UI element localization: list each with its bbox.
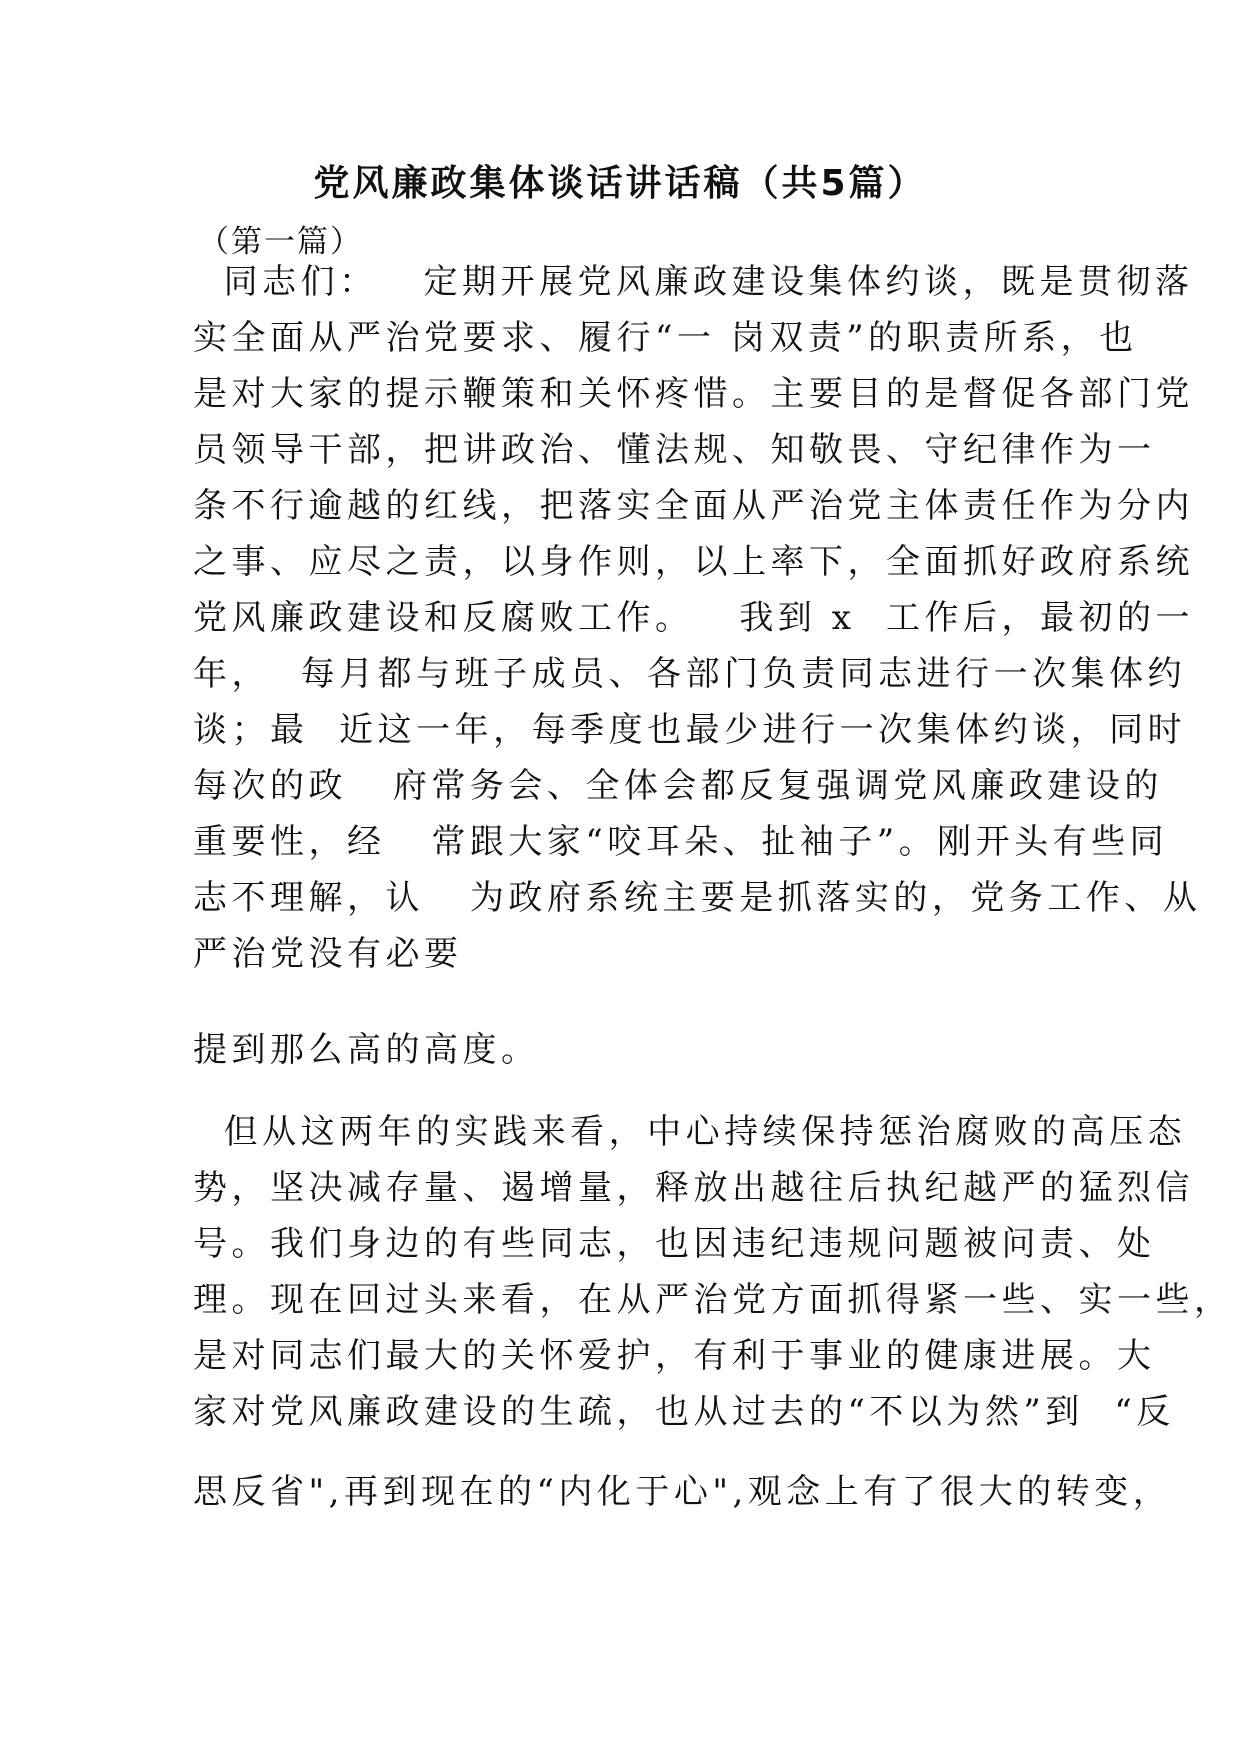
paragraph-line: 但从这两年的实践来看，中心持续保持惩治腐败的高压态 bbox=[193, 1112, 1187, 1152]
paragraph-2 bbox=[193, 1022, 1063, 1078]
paragraph-line: 是对同志们最大的关怀爱护，有利于事业的健康进展。大 bbox=[193, 1336, 1156, 1376]
paragraph-line: 思反省",再到现在的“内化于心",观念上有了很大的转变， bbox=[193, 1472, 1172, 1512]
paragraph-line: 员领导干部，把讲政治、懂法规、知敬畏、守纪律作为一 bbox=[193, 430, 1156, 470]
paragraph-line: 条不行逾越的红线，把落实全面从严治党主体责任作为分内 bbox=[193, 486, 1194, 526]
paragraph-line: 谈；最 近这一年，每季度也最少进行一次集体约谈，同时 bbox=[193, 710, 1187, 750]
section-label: （第一篇） bbox=[198, 224, 363, 260]
paragraph-line: 党风廉政建设和反腐败工作。 我到 x 工作后，最初的一 bbox=[193, 598, 1195, 638]
paragraph-line: 每次的政 府常务会、全体会都反复强调党风廉政建设的 bbox=[193, 766, 1163, 806]
document-title: 党风廉政集体谈话讲话稿（共5篇） bbox=[313, 163, 927, 204]
paragraph-line: 严治党没有必要 bbox=[193, 934, 463, 974]
paragraph-1 bbox=[193, 254, 1202, 982]
paragraph-line: 势，坚决减存量、遏增量，释放出越往后执纪越严的猛烈信 bbox=[193, 1168, 1194, 1208]
paragraph-line: 家对党风廉政建设的生疏，也从过去的“不以为然”到 “反 bbox=[193, 1392, 1175, 1432]
paragraph-line: 提到那么高的高度。 bbox=[193, 1030, 540, 1070]
paragraph-line: 重要性，经 常跟大家“咬耳朵、扯袖子”。刚开头有些同 bbox=[193, 822, 1169, 862]
paragraph-3 bbox=[193, 1104, 1233, 1520]
paragraph-line: 同志们： 定期开展党风廉政建设集体约谈，既是贯彻落 bbox=[193, 262, 1194, 302]
paragraph-line: 是对大家的提示鞭策和关怀疼惜。主要目的是督促各部门党 bbox=[193, 374, 1194, 414]
paragraph-line: 志不理解，认 为政府系统主要是抓落实的，党务工作、从 bbox=[193, 878, 1202, 918]
paragraph-line: 号。我们身边的有些同志，也因违纪违规问题被问责、处 bbox=[193, 1224, 1156, 1264]
paragraph-line: 之事、应尽之责，以身作则，以上率下，全面抓好政府系统 bbox=[193, 542, 1194, 582]
paragraph-line: 年， 每月都与班子成员、各部门负责同志进行一次集体约 bbox=[193, 654, 1187, 694]
paragraph-line: 理。现在回过头来看，在从严治党方面抓得紧一些、实一些， bbox=[193, 1280, 1233, 1320]
paragraph-line: 实全面从严治党要求、履行“一 岗双责”的职责所系，也 bbox=[193, 318, 1138, 358]
